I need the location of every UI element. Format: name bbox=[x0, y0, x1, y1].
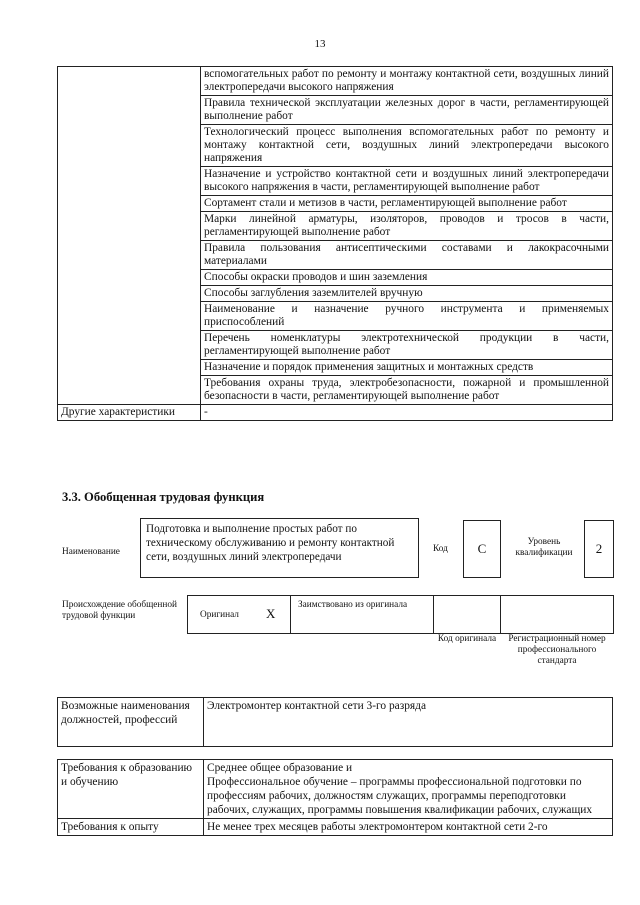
name-label: Наименование bbox=[62, 547, 120, 557]
knowledge-item: Требования охраны труда, электробезопасности, пожарной и промышленной безопасности в части, регламентирующей выполнение работ bbox=[201, 376, 613, 405]
education-value bbox=[204, 760, 613, 819]
origin-label: Происхождение обобщенной трудовой функции bbox=[62, 600, 177, 621]
education-line-1: Среднее общее образование и bbox=[207, 762, 353, 774]
table-row bbox=[58, 67, 613, 96]
knowledge-item: Назначение и устройство контактной сети и воздушных линий электропередачи высокого напряжения в части, регламентирующей выполнение работ bbox=[201, 167, 613, 196]
section-title: 3.3. Обобщенная трудовая функция bbox=[62, 490, 265, 504]
positions-table bbox=[57, 697, 613, 747]
knowledge-item: Способы окраски проводов и шин заземления bbox=[201, 270, 613, 286]
knowledge-item: Перечень номенклатуры электротехнической продукции в части, регламентирующей выполнение работ bbox=[201, 331, 613, 360]
table-row bbox=[58, 819, 613, 836]
borrowed-label: Заимствовано из оригинала bbox=[298, 600, 408, 610]
knowledge-table bbox=[57, 66, 613, 421]
knowledge-item: Сортамент стали и метизов в части, регламентирующей выполнение работ bbox=[201, 196, 613, 212]
knowledge-item: Способы заглубления заземлителей вручную bbox=[201, 286, 613, 302]
original-mark: X bbox=[266, 606, 276, 621]
knowledge-item: Правила пользования антисептическими составами и лакокрасочными материалами bbox=[201, 241, 613, 270]
experience-label: Требования к опыту bbox=[58, 819, 204, 836]
original-code-cell bbox=[433, 595, 501, 634]
level-value: 2 bbox=[584, 520, 614, 578]
knowledge-item: Технологический процесс выполнения вспомогательных работ по ремонту и монтажу контактной сети, воздушных линий электропередачи высокого напряжения bbox=[201, 125, 613, 167]
row-label-cell bbox=[58, 67, 201, 405]
code-label: Код bbox=[433, 544, 448, 554]
registration-number-cell bbox=[500, 595, 614, 634]
knowledge-item: Марки линейной арматуры, изоляторов, проводов и тросов в части, регламентирующей выполнение работ bbox=[201, 212, 613, 241]
table-row bbox=[58, 760, 613, 819]
positions-label: Возможные наименования должностей, профессий bbox=[58, 698, 204, 747]
other-characteristics-label: Другие характеристики bbox=[58, 405, 201, 421]
level-label: Уровень квалификации bbox=[515, 537, 573, 558]
knowledge-item: Назначение и порядок применения защитных и монтажных средств bbox=[201, 360, 613, 376]
requirements-table bbox=[57, 759, 613, 836]
positions-value: Электромонтер контактной сети 3-го разряда bbox=[204, 698, 613, 747]
function-name: Подготовка и выполнение простых работ по техническому обслуживанию и ремонту контактной сети, воздушных линий электропередачи bbox=[140, 518, 419, 578]
page-number: 13 bbox=[314, 38, 326, 50]
table-row bbox=[58, 698, 613, 747]
knowledge-item: Правила технической эксплуатации железных дорог в части, регламентирующей выполнение работ bbox=[201, 96, 613, 125]
experience-value: Не менее трех месяцев работы электромонтером контактной сети 2-го bbox=[204, 819, 613, 836]
knowledge-item: Наименование и назначение ручного инструмента и применяемых приспособлений bbox=[201, 302, 613, 331]
table-row bbox=[58, 405, 613, 421]
knowledge-item: вспомогательных работ по ремонту и монтажу контактной сети, воздушных линий электропередачи высокого напряжения bbox=[201, 67, 613, 96]
code-value: C bbox=[463, 520, 501, 578]
education-line-2: Профессиональное обучение – программы профессиональной подготовки по профессиям рабочих, должностям служащих, программы переподготовки рабочих, служащих, программы повышения квалификации рабочих, служащих bbox=[207, 776, 593, 816]
original-label: Оригинал bbox=[200, 610, 239, 620]
registration-number-caption: Регистрационный номер профессионального стандарта bbox=[508, 634, 606, 666]
other-characteristics-value: - bbox=[201, 405, 613, 421]
original-code-caption: Код оригинала bbox=[437, 634, 497, 644]
education-label: Требования к образованию и обучению bbox=[58, 760, 204, 819]
